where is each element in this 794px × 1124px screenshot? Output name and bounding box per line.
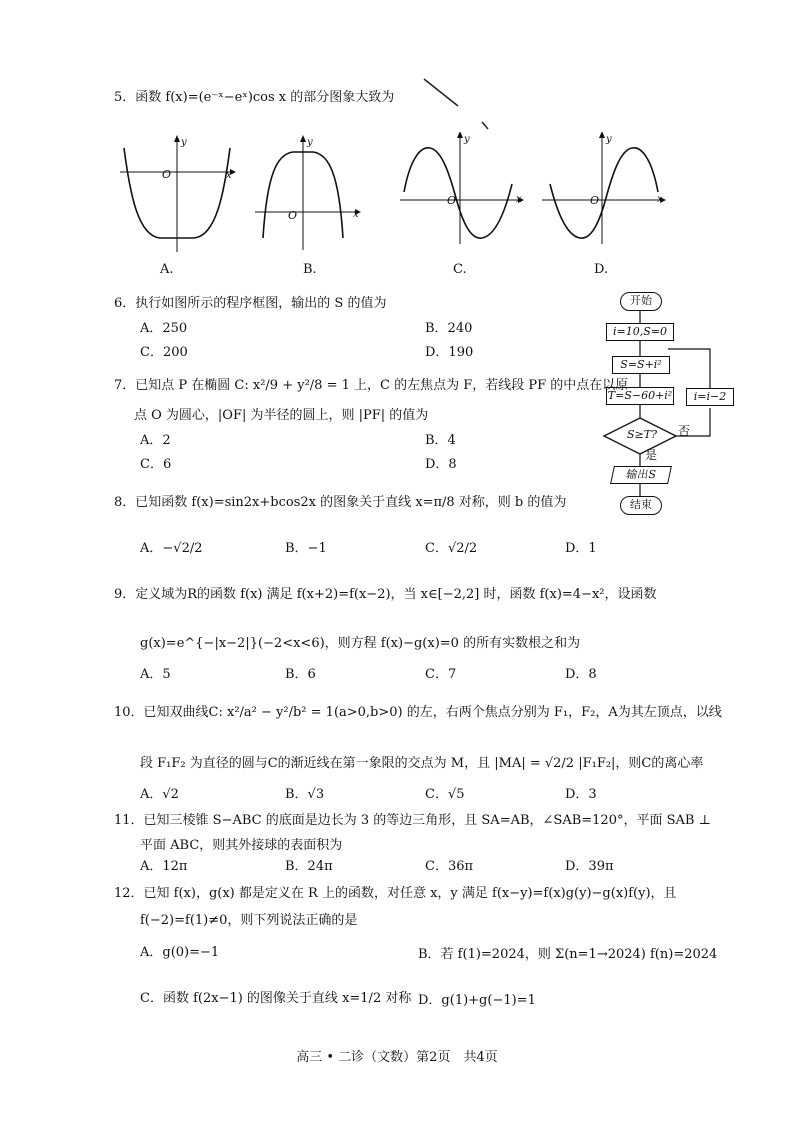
q12-option-c[interactable]: C．函数 f(2x−1) 的图像关于直线 x=1/2 对称 xyxy=(140,991,412,1006)
flowchart-step2: T=S−60+i² xyxy=(606,387,674,405)
flowchart-decrement: i=i−2 xyxy=(686,388,734,406)
q12-option-d[interactable]: D．g(1)+g(−1)=1 xyxy=(418,993,536,1008)
flowchart-step1: S=S+i² xyxy=(612,356,670,374)
graph-d xyxy=(542,132,672,247)
q6-option-d[interactable]: D．190 xyxy=(425,345,474,360)
q8-option-c[interactable]: C．√2/2 xyxy=(425,541,478,556)
q11-option-d[interactable]: D．39π xyxy=(565,859,614,874)
q9-option-b[interactable]: B．6 xyxy=(285,667,316,682)
question-7-line2: 点 O 为圆心，|OF| 为半径的圆上，则 |PF| 的值为 xyxy=(134,408,429,423)
graph-d-label: D. xyxy=(594,262,609,277)
q6-option-a[interactable]: A．250 xyxy=(140,321,188,336)
q7-option-d[interactable]: D．8 xyxy=(425,457,457,472)
q7-option-a[interactable]: A．2 xyxy=(140,433,171,448)
question-11-line1: 11．已知三棱锥 S−ABC 的底面是边长为 3 的等边三角形，且 SA=AB，∠SAB=120°，平面 SAB ⊥ xyxy=(114,813,711,828)
axis-y-label: y xyxy=(606,134,612,145)
flowchart-output: 输出S xyxy=(610,466,672,484)
axis-x-label: x xyxy=(353,209,359,220)
question-5: 5．函数 f(x)=(e⁻ˣ−eˣ)cos x 的部分图象大致为 xyxy=(114,90,395,105)
q9-option-d[interactable]: D．8 xyxy=(565,667,597,682)
q12-option-a[interactable]: A．g(0)=−1 xyxy=(140,945,220,960)
question-9-line2: g(x)=e^{−|x−2|}(−2<x<6)，则方程 f(x)−g(x)=0 的所有实数根之和为 xyxy=(140,636,581,651)
q6-option-b[interactable]: B．240 xyxy=(425,321,473,336)
pen-mark xyxy=(0,0,794,140)
q11-option-a[interactable]: A．12π xyxy=(140,859,188,874)
q10-option-d[interactable]: D．3 xyxy=(565,787,597,802)
q7-option-c[interactable]: C．6 xyxy=(140,457,172,472)
graph-b xyxy=(255,134,365,254)
origin-label: O xyxy=(162,168,172,181)
question-9-line1: 9．定义域为R的函数 f(x) 满足 f(x+2)=f(x−2)，当 x∈[−2,2] 时，函数 f(x)=4−x²，设函数 xyxy=(114,587,657,602)
axis-y-label: y xyxy=(181,137,187,148)
q6-option-c[interactable]: C．200 xyxy=(140,345,188,360)
question-11-line2: 平面 ABC，则其外接球的表面积为 xyxy=(140,838,343,853)
q10-option-b[interactable]: B．√3 xyxy=(285,787,325,802)
axis-x-label: x xyxy=(516,194,522,205)
graph-b-label: B. xyxy=(303,262,317,277)
q9-option-a[interactable]: A．5 xyxy=(140,667,171,682)
graph-a xyxy=(120,134,240,254)
origin-label: O xyxy=(590,194,600,207)
q8-option-b[interactable]: B．−1 xyxy=(285,541,327,556)
q12-option-b[interactable]: B．若 f(1)=2024，则 Σ(n=1→2024) f(n)=2024 xyxy=(418,947,718,962)
flowchart-end: 结束 xyxy=(620,496,662,515)
flowchart-condition: S≥T? xyxy=(627,428,657,441)
q10-option-a[interactable]: A．√2 xyxy=(140,787,179,802)
question-10-line1: 10．已知双曲线C: x²/a² − y²/b² = 1(a>0,b>0) 的左，右两个焦点分别为 F₁，F₂，A为其左顶点，以线 xyxy=(114,705,722,720)
q9-option-c[interactable]: C．7 xyxy=(425,667,457,682)
axis-y-label: y xyxy=(307,137,313,148)
question-12-line1: 12．已知 f(x)，g(x) 都是定义在 R 上的函数，对任意 x，y 满足 f(x−y)=f(x)g(y)−g(x)f(y)，且 xyxy=(114,886,677,901)
question-6: 6．执行如图所示的程序框图，输出的 S 的值为 xyxy=(114,296,387,311)
q8-option-a[interactable]: A．−√2/2 xyxy=(140,541,203,556)
page-footer: 高三 • 二诊（文数）第2页 共4页 xyxy=(296,1050,498,1065)
question-8: 8．已知函数 f(x)=sin2x+bcos2x 的图象关于直线 x=π/8 对称，则 b 的值为 xyxy=(114,495,567,510)
origin-label: O xyxy=(288,209,298,222)
flowchart-yes-label: 是 xyxy=(645,448,658,462)
q11-option-b[interactable]: B．24π xyxy=(285,859,333,874)
graph-c-label: C. xyxy=(453,262,467,277)
flowchart-start: 开始 xyxy=(620,292,662,311)
axis-x-label: x xyxy=(226,170,232,181)
q11-option-c[interactable]: C．36π xyxy=(425,859,474,874)
flowchart-init: i=10,S=0 xyxy=(606,323,674,341)
axis-y-label: y xyxy=(464,134,470,145)
q8-option-d[interactable]: D．1 xyxy=(565,541,597,556)
graph-c xyxy=(400,132,530,247)
question-10-line2: 段 F₁F₂ 为直径的圆与C的渐近线在第一象限的交点为 M，且 |MA| = √2/2 |F₁F₂|，则C的离心率 xyxy=(140,756,704,771)
origin-label: O xyxy=(447,194,457,207)
flowchart-no-label: 否 xyxy=(678,424,691,438)
axis-x-label: x xyxy=(657,194,663,205)
q10-option-c[interactable]: C．√5 xyxy=(425,787,465,802)
q7-option-b[interactable]: B．4 xyxy=(425,433,456,448)
graph-a-label: A. xyxy=(160,262,174,277)
question-12-line2: f(−2)=f(1)≠0，则下列说法正确的是 xyxy=(140,913,358,928)
question-7-line1: 7．已知点 P 在椭圆 C: x²/9 + y²/8 = 1 上，C 的左焦点为 F，若线段 PF 的中点在以原 xyxy=(114,378,629,393)
